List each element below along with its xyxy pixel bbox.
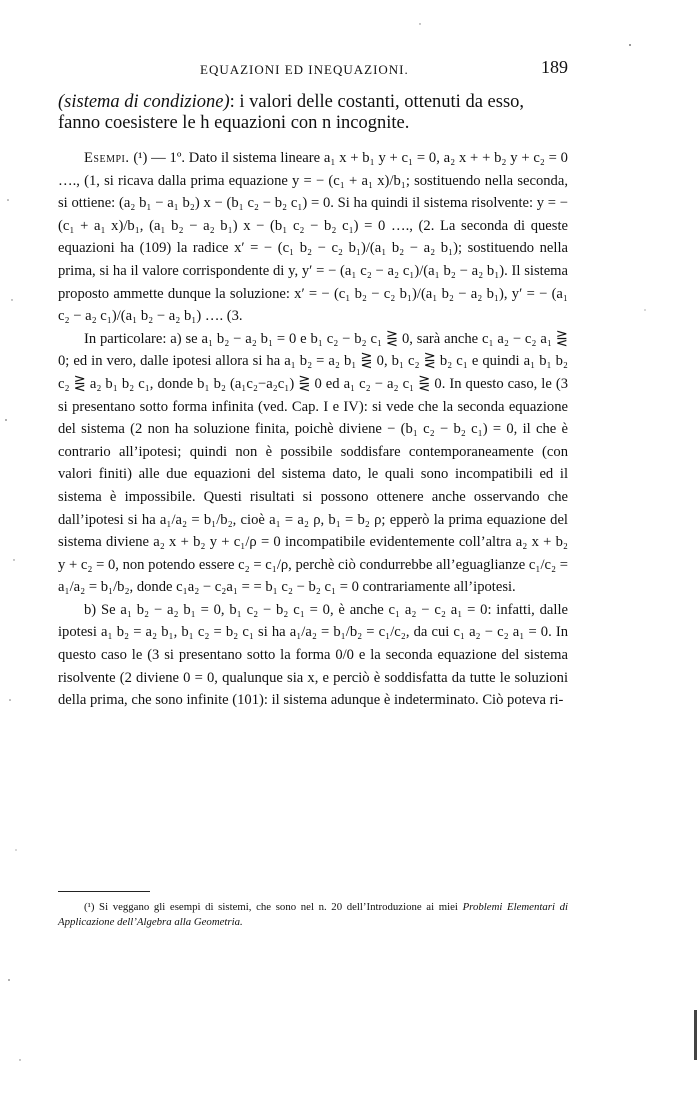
main-text bbox=[58, 147, 568, 712]
footnote-book-title: Problemi Elementari di Applicazione dell’Algebra alla Geometria. bbox=[58, 901, 568, 928]
page-number: 189 bbox=[541, 57, 568, 77]
intro-paragraph bbox=[58, 92, 568, 134]
running-header bbox=[58, 57, 568, 86]
footnote-rule bbox=[58, 891, 150, 892]
footnote bbox=[58, 900, 568, 930]
example-1-text: (¹) — 1º. Dato il sistema lineare a₁ x + b₁ y + c₁ = 0, a₂ x + + b₂ y + c₂ = 0 …., (1, si ricava dalla prima equazione y = − (c₁ + a₁ x)/b₁; sostituendo nella seconda, si ottiene: (a₂ b₁ − a₁ b₂) x − (b₁ c₂ − b₂ c₁) = 0. Si ha quindi il sistema risolvente: y = − (c₁ + a₁ x)/b₁, (a₁ b₂ − a₂ b₁) x − (b₁ c₂ − b₂ c₁) = 0 …., (2. La seconda di queste equazioni ha (109) la radice x′ = − (c₁ b₂ − c₂ b₁)/(a₁ b₂ − a₂ b₁); sostituendo nella prima, si ha il valore corrispondente di y, y′ = − (a₁ c₂ − a₂ c₁)/(a₁ b₂ − a₂ b₁). Il sistema proposto ammette dunque la soluzione: x′ = − (c₁ b₂ − c₂ b₁)/(a₁ b₂ − a₂ b₁), y′ = − (a₁ c₂ − a₂ c₁)/(a₁ b₂ − a₂ b₁) …. (3. bbox=[58, 150, 568, 325]
intro-text: : i valori delle costanti, ottenuti da esso, fanno coesistere le h equazioni con n incognite. bbox=[58, 92, 525, 133]
examples-paragraph bbox=[58, 147, 568, 328]
case-a-paragraph: In particolare: a) se a₁ b₂ − a₂ b₁ = 0 e b₁ c₂ − b₂ c₁ ⋛ 0, sarà anche c₁ a₂ − c₂ a₁ ⋛ 0; ed in vero, dalle ipotesi allora si ha a₁ b₂ = a₂ b₁ ⋛ 0, b₁ c₂ ⋛ b₂ c₁ e quindi a₁ b₁ b₂ c₂ ⋛ a₂ b₁ b₂ c₁, donde b₁ b₂ (a₁c₂−a₂c₁) ⋛ 0 ed a₁ c₂ − a₂ c₁ ⋛ 0. In questo caso, le (3 si presentano sotto forma infinita (ved. Cap. I e IV): si vede che la seconda equazione del sistema (2 non ha soluzione finita, poichè diviene − (b₁ c₂ − b₂ c₁) = 0, il che è contrario all’ipotesi; quindi non è possibile soddisfare contemporaneamente (con valori finiti) alle due equazioni del sistema dato, le quali sono incompatibili ed il sistema è impossibile. Questi risultati si possono ottenere anche osservando che dall’ipotesi si ha a₁/a₂ = b₁/b₂, cioè a₁ = a₂ ρ, b₁ = b₂ ρ; epperò la prima equazione del sistema diviene a₂ x + b₂ y + c₁/ρ = 0 incompatibile evidentemente coll’altra a₂ x + b₂ y + c₂ = 0, non potendo essere c₂ = c₁/ρ, perchè ciò condurrebbe all’eguaglianze c₁/c₂ = a₁/a₂ = b₁/b₂, donde c₁a₂ − c₂a₁ = = b₁ c₂ − b₂ c₁ = 0 contrariamente all’ipotesi. bbox=[58, 330, 568, 596]
running-title: EQUAZIONI ED INEQUAZIONI. bbox=[200, 62, 409, 77]
examples-label: Esempi. bbox=[84, 150, 130, 166]
footnote-text: (¹) Si veggano gli esempi di sistemi, che sono nel n. 20 dell’Introduzione ai miei bbox=[84, 901, 458, 913]
case-b-paragraph: b) Se a₁ b₂ − a₂ b₁ = 0, b₁ c₂ − b₂ c₁ = 0, è anche c₁ a₂ − c₂ a₁ = 0: infatti, dalle ipotesi a₁ b₂ = a₂ b₁, b₁ c₂ = b₂ c₁ si ha a₁/a₂ = b₁/b₂ = c₁/c₂, da cui c₁ a₂ − c₂ a₁ = 0. In questo caso le (3 si presentano sotto la forma 0/0 e la seconda equazione del sistema risolvente (2 diviene 0 = 0, qualunque sia x, e perciò è soddisfatta da tutte le soluzioni della prima, che sono infinite (101): il sistema adunque è indeterminato. Ciò poteva ri- bbox=[58, 601, 568, 709]
intro-italic-term: (sistema di condizione) bbox=[58, 92, 230, 112]
